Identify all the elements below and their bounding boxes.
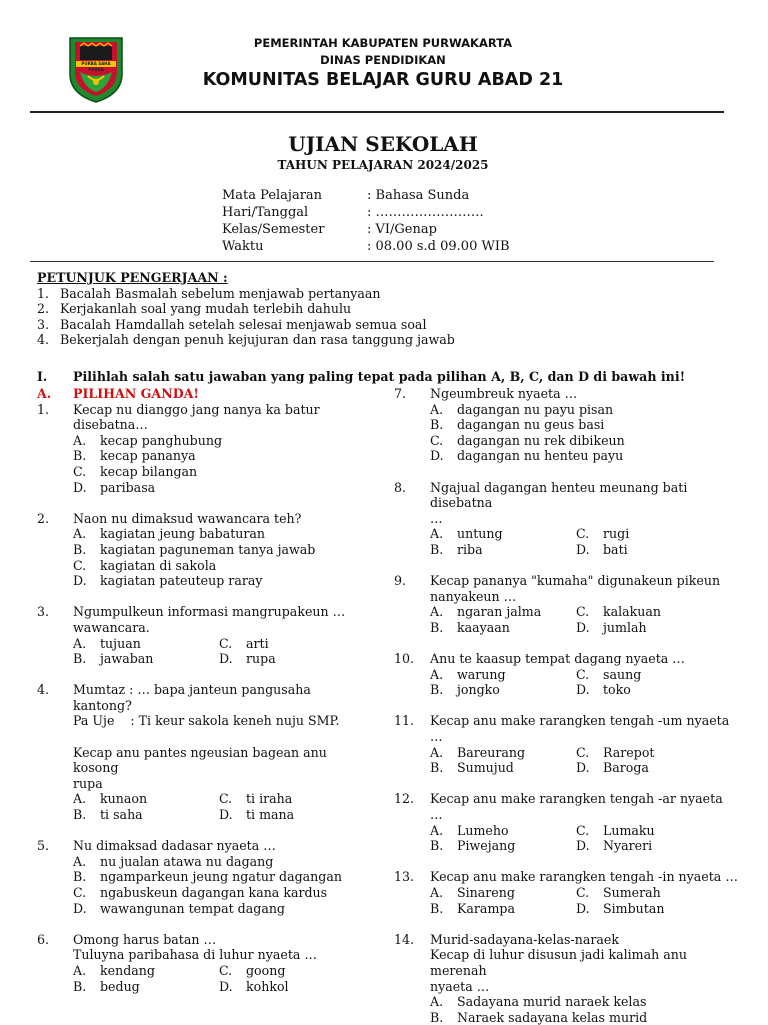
option-row[interactable] <box>394 604 739 620</box>
question-1 <box>37 402 367 433</box>
text-label: 10. <box>394 651 415 667</box>
text-label: dagangan nu payu pisan <box>457 401 614 417</box>
text-label: paribasa <box>100 479 156 495</box>
text-label: Piwejang <box>457 838 516 854</box>
question-3 <box>37 604 367 620</box>
text-label: kagiatan di sakola <box>100 557 217 573</box>
question-text: nanyakeun … <box>430 588 517 604</box>
info-value: : ……………………. <box>367 205 484 220</box>
text-label: C. <box>576 885 590 900</box>
option-row[interactable] <box>394 838 739 854</box>
text-label: B. <box>430 417 444 433</box>
text-label: kagiatan paguneman tanya jawab <box>100 541 316 557</box>
spacer <box>37 495 367 511</box>
option[interactable] <box>37 573 367 589</box>
text-label: bati <box>603 541 628 557</box>
text-label: bedug <box>100 978 140 994</box>
spacer <box>394 854 739 870</box>
text-label: ti saha <box>100 807 143 823</box>
text-label: kecap pananya <box>100 448 196 464</box>
question-text: Omong harus batan … <box>73 931 217 947</box>
question-text: Naon nu dimaksud wawancara teh? <box>73 510 302 526</box>
text-label: kagiatan pateuteup raray <box>100 573 263 589</box>
text-label: Sumerah <box>603 885 661 900</box>
text-label: jongko <box>457 682 500 698</box>
text-label: jawaban <box>100 651 154 667</box>
question-6 <box>37 932 367 948</box>
question-text: Anu te kaasup tempat dagang nyaeta … <box>430 651 685 667</box>
text-label: Bacalah Basmalah sebelum menjawab pertanyaan <box>60 285 381 301</box>
text-label: Lumaku <box>603 822 655 838</box>
text-label: 3. <box>37 316 50 332</box>
option[interactable] <box>37 885 367 901</box>
text-label: PILIHAN GANDA! <box>73 386 199 401</box>
question-10 <box>394 651 739 667</box>
community-name: KOMUNITAS BELAJAR GURU ABAD 21 <box>202 70 564 90</box>
question-text: Tuluyna paribahasa di luhur nyaeta … <box>73 947 317 963</box>
text-label: riba <box>457 541 483 557</box>
text-label: 5. <box>37 838 50 854</box>
question-13 <box>394 869 739 885</box>
question-5 <box>37 838 367 854</box>
text-label: Sumujud <box>457 760 514 776</box>
question-text: nyaeta … <box>430 978 490 994</box>
option[interactable] <box>37 558 367 574</box>
text-label: 1. <box>37 401 50 417</box>
spacer <box>37 823 367 839</box>
text-label: C. <box>219 962 233 978</box>
exam-info <box>222 187 510 255</box>
option[interactable] <box>37 542 367 558</box>
option-row[interactable] <box>37 651 367 667</box>
text-label: toko <box>603 682 631 698</box>
text-label: D. <box>73 573 87 589</box>
text-label: A. <box>430 744 444 760</box>
option-row[interactable] <box>394 526 739 542</box>
option-row[interactable] <box>394 745 739 761</box>
question-9 <box>394 573 739 589</box>
text-label: D. <box>219 978 233 994</box>
text-label: A. <box>430 604 444 620</box>
text-label: arti <box>246 635 269 651</box>
text-label: Baroga <box>603 760 649 776</box>
instructions <box>37 270 455 348</box>
spacer <box>37 729 367 745</box>
text-label: Sadayana murid naraek kelas <box>457 994 647 1010</box>
option[interactable] <box>394 448 739 464</box>
text-label: A. <box>430 526 444 542</box>
purwakarta-logo <box>66 32 126 104</box>
text-label: warung <box>457 666 506 682</box>
text-label: 2. <box>37 301 50 316</box>
text-label: B. <box>73 651 87 667</box>
text-label: tujuan <box>100 635 141 651</box>
text-label: kaayaan <box>457 619 510 635</box>
text-label: 8. <box>394 479 407 495</box>
question-text: Kecap anu make rarangken tengah -um nyaeta … <box>430 713 730 745</box>
text-label: ngamparkeun jeung ngatur dagangan <box>100 869 342 885</box>
text-label: kendang <box>100 962 155 978</box>
text-label: 4. <box>37 682 50 698</box>
instruction-item <box>37 317 455 333</box>
option-row[interactable] <box>394 885 739 901</box>
text-label: dagangan nu geus basi <box>457 417 605 433</box>
text-label: ti iraha <box>246 791 293 807</box>
text-label: B. <box>430 682 444 698</box>
question-text: Kecap di luhur disusun jadi kalimah anu merenah <box>430 947 687 978</box>
text-label: B. <box>73 807 87 823</box>
text-label: 11. <box>394 713 415 729</box>
text-label: C. <box>576 822 590 838</box>
question-text: Kecap anu pantes ngeusian bagean anu kosong <box>73 744 327 776</box>
option[interactable] <box>37 901 367 917</box>
text-label: 6. <box>37 931 50 947</box>
text-label: D. <box>430 448 444 464</box>
option[interactable] <box>394 417 739 433</box>
info-row <box>222 238 510 255</box>
text-label: B. <box>430 1009 444 1025</box>
section-number: I. <box>37 369 48 384</box>
option-row[interactable] <box>394 823 739 839</box>
right-column <box>394 386 739 1025</box>
option-row[interactable] <box>394 682 739 698</box>
spacer <box>394 558 739 574</box>
text-label: dagangan nu rek dibikeun <box>457 432 625 448</box>
option[interactable] <box>394 402 739 418</box>
option[interactable] <box>394 433 739 449</box>
text-label: 1. <box>37 285 50 301</box>
text-label: A. <box>37 386 52 401</box>
question-7 <box>394 386 739 402</box>
option-row[interactable] <box>394 620 739 636</box>
text-label: kecap panghubung <box>100 432 223 448</box>
text-label: D. <box>73 479 87 495</box>
text-label: C. <box>73 463 87 479</box>
text-label: Naraek sadayana kelas murid <box>457 1009 648 1025</box>
info-value: : VI/Genap <box>367 222 437 237</box>
instruction-item <box>37 286 455 302</box>
text-label: A. <box>73 526 87 542</box>
text-label: A. <box>73 635 87 651</box>
text-label: untung <box>457 526 503 542</box>
text-label: B. <box>73 448 87 464</box>
question-8 <box>394 480 739 511</box>
text-label: D. <box>576 838 590 854</box>
text-label: D. <box>576 619 590 635</box>
text-label: D. <box>576 760 590 776</box>
text-label: B. <box>430 900 444 916</box>
text-label: A. <box>430 822 444 838</box>
text-label: Bareurang <box>457 744 526 760</box>
text-label: Karampa <box>457 900 515 916</box>
text-label: ngabuskeun dagangan kana kardus <box>100 885 328 900</box>
question-text: Kecap anu make rarangken tengah -in nyaeta … <box>430 869 738 885</box>
info-row <box>222 221 510 238</box>
text-label: goong <box>246 962 286 978</box>
question-text: Nu dimaksad dadasar nyaeta … <box>73 838 276 854</box>
spacer <box>394 464 739 480</box>
option[interactable] <box>37 480 367 496</box>
text-label: Rarepot <box>603 744 655 760</box>
text-label: 12. <box>394 791 415 807</box>
text-label: A. <box>430 994 444 1010</box>
text-label: B. <box>430 760 444 776</box>
info-divider <box>30 261 714 262</box>
text-label: A. <box>73 791 87 807</box>
text-label: ti mana <box>246 807 295 823</box>
header-divider <box>30 111 724 113</box>
text-label: A. <box>430 401 444 417</box>
text-label: D. <box>576 900 590 916</box>
question-text: Kecap pananya "kumaha" digunakeun pikeun <box>430 573 721 589</box>
text-label: 7. <box>394 386 407 401</box>
spacer <box>394 636 739 652</box>
option-row[interactable] <box>394 542 739 558</box>
text-label: D. <box>576 682 590 698</box>
question-text: Kecap anu make rarangken tengah -ar nyaeta … <box>430 791 723 823</box>
question-text: Ngeumbreuk nyaeta … <box>430 386 578 401</box>
text-label: A. <box>430 885 444 900</box>
text-label: 14. <box>394 931 415 947</box>
info-row <box>222 204 510 221</box>
option-row[interactable] <box>394 760 739 776</box>
text-label: C. <box>219 791 233 807</box>
text-label: Bekerjalah dengan penuh kejujuran dan rasa tanggung jawab <box>60 332 455 347</box>
question-text: Mumtaz : … bapa janteun pangusaha kantong? <box>73 682 311 713</box>
text-label: A. <box>73 432 87 448</box>
option-row[interactable] <box>37 979 367 995</box>
option-row[interactable] <box>37 791 367 807</box>
text-label: Bacalah Hamdallah setelah selesai menjawab semua soal <box>60 316 427 332</box>
government-name: PEMERINTAH KABUPATEN PURWAKARTA <box>253 36 513 50</box>
instruction-item <box>37 332 455 348</box>
text-label: kecap bilangan <box>100 463 198 479</box>
question-12 <box>394 791 739 822</box>
option[interactable] <box>394 994 739 1010</box>
option[interactable] <box>37 526 367 542</box>
spacer <box>37 589 367 605</box>
option-row[interactable] <box>37 963 367 979</box>
text-label: kohkol <box>246 978 289 994</box>
text-label: B. <box>430 619 444 635</box>
option-row[interactable] <box>37 807 367 823</box>
instructions-heading: PETUNJUK PENGERJAAN : <box>37 270 228 285</box>
option[interactable] <box>37 448 367 464</box>
question-text: wawancara. <box>73 619 150 635</box>
text-label: B. <box>73 541 87 557</box>
text-label: C. <box>430 432 444 448</box>
text-label: D. <box>219 807 233 823</box>
option[interactable] <box>37 433 367 449</box>
text-label: C. <box>73 557 87 573</box>
text-label: kagiatan jeung babaturan <box>100 526 266 542</box>
text-label: C. <box>219 635 233 651</box>
question-2 <box>37 511 367 527</box>
text-label: A. <box>73 853 87 869</box>
text-label: Lumeho <box>457 822 509 838</box>
department-name: DINAS PENDIDIKAN <box>320 53 446 67</box>
text-label: C. <box>576 666 590 682</box>
option[interactable] <box>37 464 367 480</box>
text-label: C. <box>576 604 590 620</box>
text-label: ngaran jalma <box>457 604 542 620</box>
instruction-item <box>37 301 455 317</box>
text-label: D. <box>219 651 233 667</box>
text-label: kunaon <box>100 791 148 807</box>
text-label: rupa <box>246 651 276 667</box>
option[interactable] <box>394 1010 739 1025</box>
text-label: wawangunan tempat dagang <box>100 900 285 916</box>
info-label: Mata Pelajaran <box>222 188 323 203</box>
exam-year: TAHUN PELAJARAN 2024/2025 <box>277 158 489 172</box>
spacer <box>37 916 367 932</box>
info-label: Waktu <box>222 239 264 254</box>
question-14 <box>394 932 739 948</box>
question-text: Ngumpulkeun informasi mangrupakeun … <box>73 604 346 620</box>
text-label: jumlah <box>603 619 647 635</box>
spacer <box>394 776 739 792</box>
question-text: rupa <box>73 775 103 791</box>
text-label: dagangan nu henteu payu <box>457 448 624 464</box>
text-label: rugi <box>603 526 630 542</box>
section-text: Pilihlah salah satu jawaban yang paling tepat pada pilihan A, B, C, dan D di bawah ini! <box>73 369 686 384</box>
question-4 <box>37 682 367 713</box>
question-text: Kecap nu dianggo jang nanya ka batur disebatna… <box>73 401 320 433</box>
text-label: A. <box>430 666 444 682</box>
text-label: B. <box>430 541 444 557</box>
question-text: … <box>430 510 443 526</box>
text-label: C. <box>576 526 590 542</box>
text-label: C. <box>73 885 87 900</box>
option-row[interactable] <box>394 901 739 917</box>
left-column <box>37 386 367 994</box>
text-label: A. <box>73 962 87 978</box>
text-label: kalakuan <box>603 604 662 620</box>
info-value: : 08.00 s.d 09.00 WIB <box>367 239 510 254</box>
text-label: nu jualan atawa nu dagang <box>100 853 274 869</box>
text-label: 4. <box>37 332 50 347</box>
text-label: D. <box>73 900 87 916</box>
text-label: B. <box>73 869 87 885</box>
text-label: D. <box>576 541 590 557</box>
text-label: 13. <box>394 869 415 885</box>
section-heading <box>37 369 685 384</box>
text-label: B. <box>73 978 87 994</box>
text-label: 9. <box>394 573 407 589</box>
info-label: Hari/Tanggal <box>222 205 309 220</box>
info-row <box>222 187 510 204</box>
option-row[interactable] <box>394 667 739 683</box>
text-label: saung <box>603 666 642 682</box>
option[interactable] <box>37 869 367 885</box>
text-label: Simbutan <box>603 900 665 916</box>
option-row[interactable] <box>37 636 367 652</box>
text-label: B. <box>430 838 444 854</box>
text-label: Nyareri <box>603 838 653 854</box>
text-label: Sinareng <box>457 885 515 900</box>
info-label: Kelas/Semester <box>222 222 325 237</box>
spacer <box>37 667 367 683</box>
text-label: 2. <box>37 510 50 526</box>
spacer <box>394 698 739 714</box>
subsection-heading <box>37 386 367 402</box>
exam-title: UJIAN SEKOLAH <box>288 132 478 156</box>
question-text: Murid-sadayana-kelas-naraek <box>430 931 619 947</box>
text-label: Kerjakanlah soal yang mudah terlebih dahulu <box>60 301 352 316</box>
text-label: 3. <box>37 604 50 620</box>
question-11 <box>394 713 739 744</box>
question-text: Pa Uje : Ti keur sakola keneh nuju SMP. <box>73 713 340 729</box>
text-label: C. <box>576 744 590 760</box>
option[interactable] <box>37 854 367 870</box>
logo-ribbon-text: PURBA SAHA PURBA <box>81 61 111 72</box>
question-text: Ngajual dagangan henteu meunang bati disebatna <box>430 479 688 511</box>
spacer <box>394 916 739 932</box>
info-value: : Bahasa Sunda <box>367 188 470 203</box>
